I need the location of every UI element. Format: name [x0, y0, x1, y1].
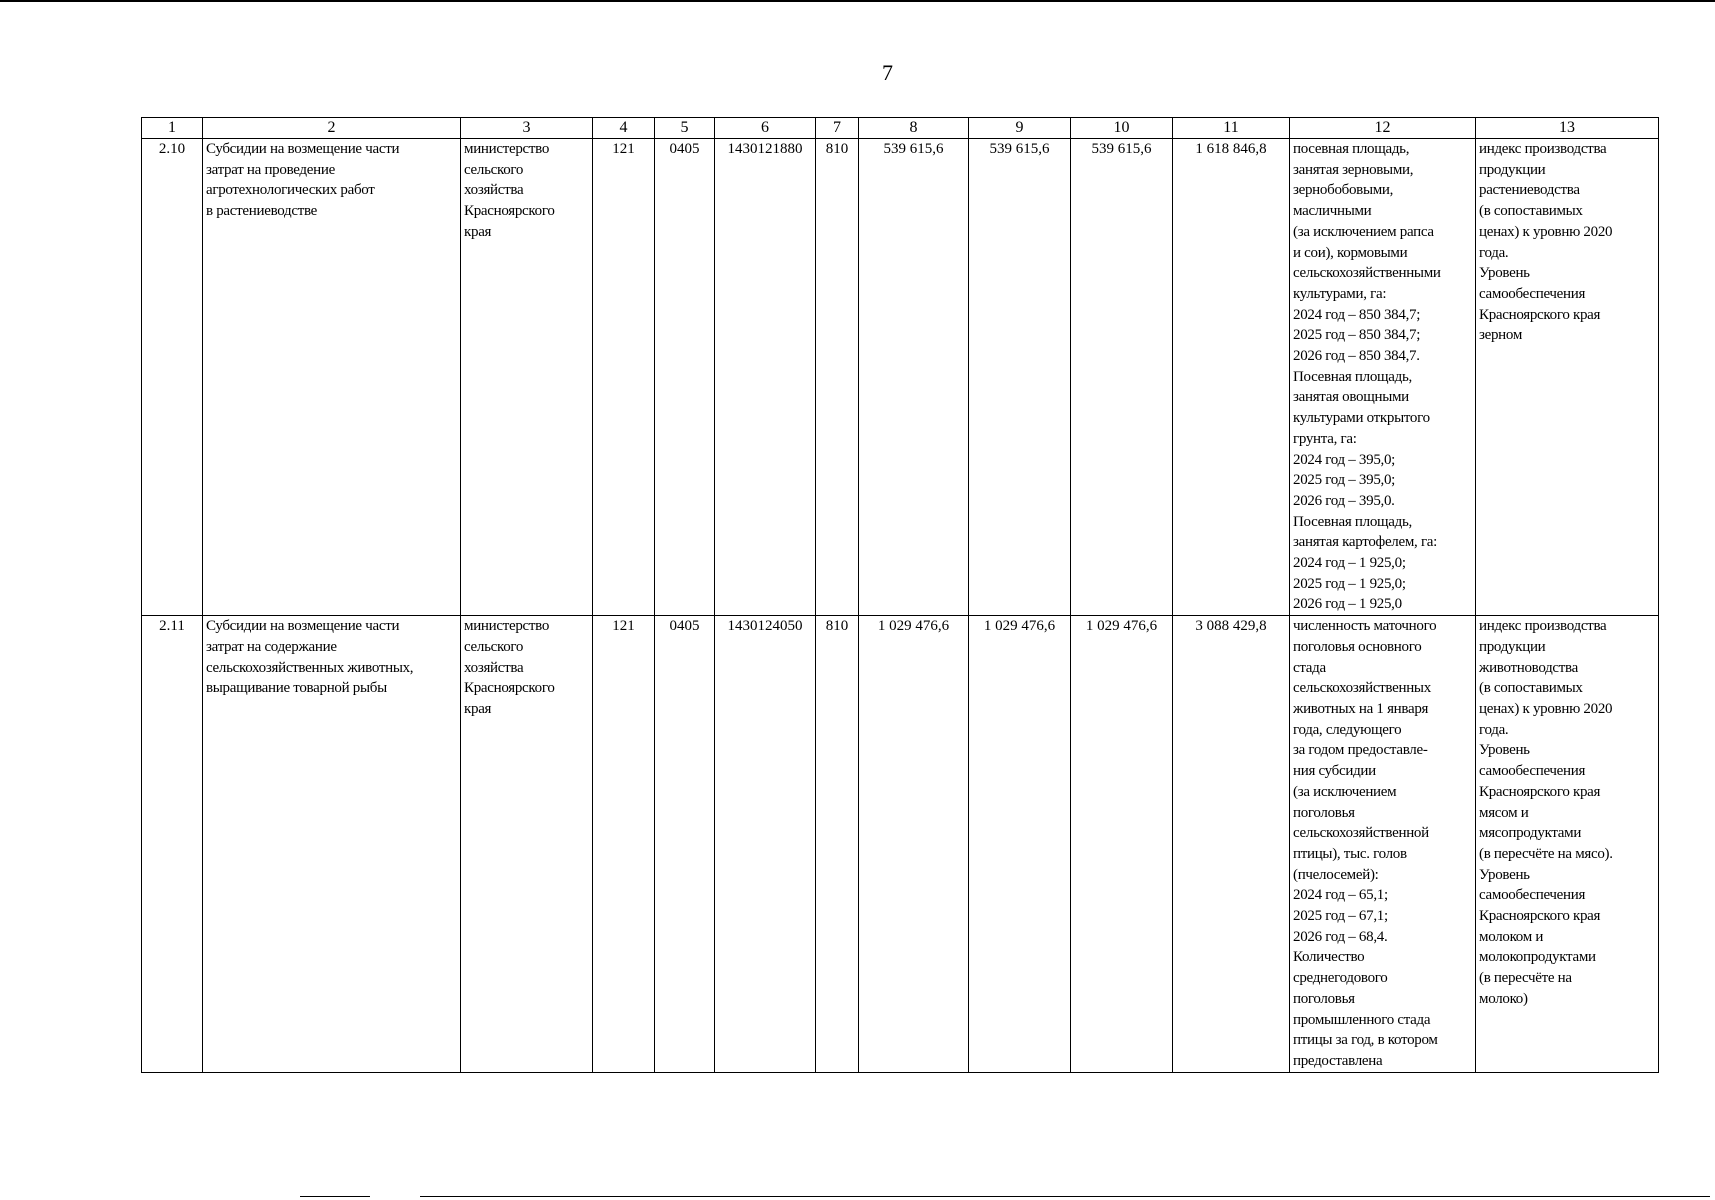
bottom-scan-border [420, 1196, 1710, 1197]
amount-2026: 1 029 476,6 [1071, 616, 1173, 1073]
measure-name: Субсидии на возмещение части затрат на содержание сельскохозяйственных животных, выращивание товарной рыбы [203, 616, 461, 1073]
column-header: 13 [1476, 118, 1659, 139]
row-number: 2.10 [142, 139, 203, 616]
column-header: 10 [1071, 118, 1173, 139]
column-header: 8 [859, 118, 969, 139]
column-header: 4 [593, 118, 655, 139]
top-scan-border [0, 0, 1715, 2]
csr-code: 1430124050 [715, 616, 816, 1073]
column-number-row [142, 118, 1659, 139]
amount-2025: 539 615,6 [969, 139, 1071, 616]
amount-2026: 539 615,6 [1071, 139, 1173, 616]
amount-2024: 539 615,6 [859, 139, 969, 616]
grbs-code: 121 [593, 616, 655, 1073]
column-header: 3 [461, 118, 593, 139]
amount-2025: 1 029 476,6 [969, 616, 1071, 1073]
rzpr-code: 0405 [655, 139, 715, 616]
column-header: 5 [655, 118, 715, 139]
table-row [142, 139, 1659, 616]
vr-code: 810 [816, 616, 859, 1073]
rzpr-code: 0405 [655, 616, 715, 1073]
measure-name: Субсидии на возмещение части затрат на проведение агротехнологических работ в растениеводстве [203, 139, 461, 616]
column-header: 1 [142, 118, 203, 139]
amount-total: 1 618 846,8 [1173, 139, 1290, 616]
column-header: 12 [1290, 118, 1476, 139]
column-header: 9 [969, 118, 1071, 139]
bottom-scan-mark [300, 1196, 370, 1197]
table-row [142, 616, 1659, 1073]
column-header: 11 [1173, 118, 1290, 139]
amount-total: 3 088 429,8 [1173, 616, 1290, 1073]
expected-result: численность маточного поголовья основного стада сельскохозяйственных животных на 1 января года, следующего за годом предоставле- ния субсидии (за исключением поголовья сельскохозяйственной птицы), тыс. голов (пчелосемей): 2024 год – 65,1; 2025 год – 67,1; 2026 год – 68,4. Количество среднегодового поголовья промышленного стада птицы за год, в котором предоставлена [1290, 616, 1476, 1073]
target-indicator: индекс производства продукции животноводства (в сопоставимых ценах) к уровню 2020 года. Уровень самообеспечения Красноярского края мясом и мясопродуктами (в пересчёте на мясо). Уровень самообеспечения Красноярского края молоком и молокопродуктами (в пересчёте на молоко) [1476, 616, 1659, 1073]
expected-result: посевная площадь, занятая зерновыми, зернобобовыми, масличными (за исключением рапса и сои), кормовыми сельскохозяйственными культурами, га: 2024 год – 850 384,7; 2025 год – 850 384,7; 2026 год – 850 384,7. Посевная площадь, занятая овощными культурами открытого грунта, га: 2024 год – 395,0; 2025 год – 395,0; 2026 год – 395,0. Посевная площадь, занятая картофелем, га: 2024 год – 1 925,0; 2025 год – 1 925,0; 2026 год – 1 925,0 [1290, 139, 1476, 616]
target-indicator: индекс производства продукции растениеводства (в сопоставимых ценах) к уровню 2020 года. Уровень самообеспечения Красноярского края зерном [1476, 139, 1659, 616]
row-number: 2.11 [142, 616, 203, 1073]
responsible-agency: министерство сельского хозяйства Красноярского края [461, 139, 593, 616]
column-header: 6 [715, 118, 816, 139]
column-header: 7 [816, 118, 859, 139]
column-header: 2 [203, 118, 461, 139]
responsible-agency: министерство сельского хозяйства Красноярского края [461, 616, 593, 1073]
amount-2024: 1 029 476,6 [859, 616, 969, 1073]
grbs-code: 121 [593, 139, 655, 616]
csr-code: 1430121880 [715, 139, 816, 616]
page-number: 7 [882, 60, 893, 85]
budget-table [141, 117, 1659, 1073]
vr-code: 810 [816, 139, 859, 616]
